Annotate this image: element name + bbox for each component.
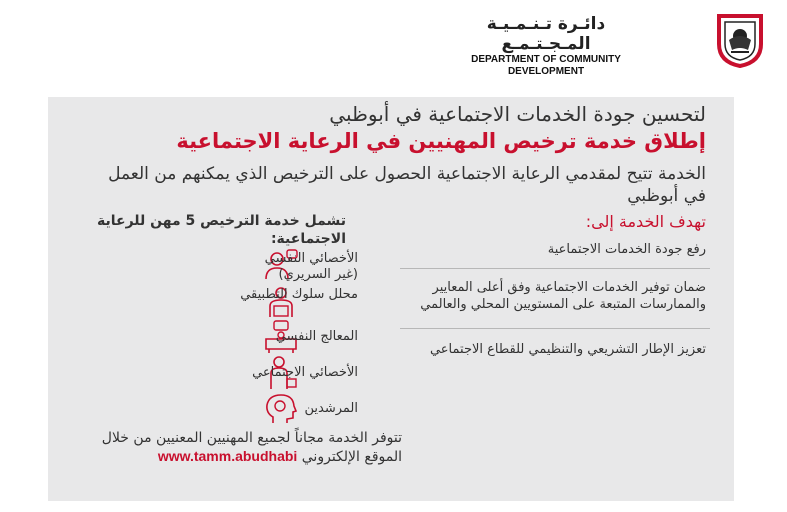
tamm-website-link[interactable]: www.tamm.abudhabi bbox=[157, 448, 298, 464]
title-line-2: إطلاق خدمة ترخيص المهنيين في الرعاية الاجتماعية bbox=[176, 129, 706, 153]
footer-note bbox=[72, 429, 402, 466]
department-name-english-1: DEPARTMENT OF COMMUNITY bbox=[471, 54, 621, 65]
abu-dhabi-emblem-icon bbox=[711, 10, 769, 68]
profession-label: الأخصائي النفسي (غير السريري) bbox=[264, 251, 358, 282]
profession-label: المرشدين bbox=[304, 401, 358, 416]
content-panel bbox=[48, 97, 734, 501]
footer-text: تتوفر الخدمة مجاناً لجميع المهنيين المعنيين من خلال الموقع الإلكتروني bbox=[101, 430, 402, 465]
title-line-1: لتحسين جودة الخدمات الاجتماعية في أبوظبي bbox=[329, 102, 706, 126]
profession-label: الأخصائي الاجتماعي bbox=[252, 365, 358, 380]
professions-heading: تشمل خدمة الترخيص 5 مهن للرعاية الاجتماعية: bbox=[97, 213, 346, 247]
goal-item: ضمان توفير الخدمات الاجتماعية وفق أعلى المعايير والممارسات المتبعة على المستويين المحلي والعالمي bbox=[420, 280, 706, 312]
goals-heading: تهدف الخدمة إلى: bbox=[585, 212, 706, 231]
divider bbox=[400, 268, 710, 269]
department-name-english-2: DEVELOPMENT bbox=[507, 66, 585, 77]
goal-item: تعزيز الإطار التشريعي والتنظيمي للقطاع الاجتماعي bbox=[429, 342, 706, 357]
department-name-arabic: دائـرة تـنـمـيـة المـجـتـمـع bbox=[486, 14, 606, 54]
goal-item: رفع جودة الخدمات الاجتماعية bbox=[547, 242, 706, 257]
header bbox=[369, 10, 769, 77]
divider bbox=[400, 328, 710, 329]
profession-label: محلل سلوك التطبيقي bbox=[240, 287, 358, 302]
intro-text: الخدمة تتيح لمقدمي الرعاية الاجتماعية الحصول على الترخيص الذي يمكنهم من العمل في أبوظبي bbox=[108, 164, 706, 206]
department-name bbox=[441, 14, 651, 78]
profession-label: المعالج النفسي bbox=[275, 329, 358, 344]
